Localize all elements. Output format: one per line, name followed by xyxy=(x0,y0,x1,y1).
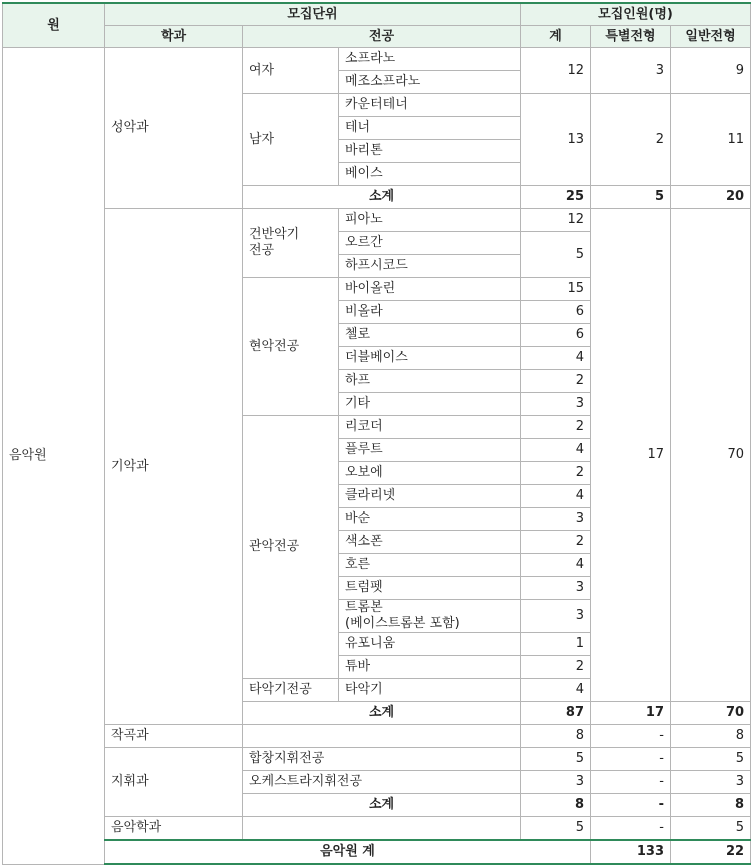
count-total: 2 xyxy=(521,370,591,393)
instrument-name: 색소폰 xyxy=(339,531,521,554)
won-cell: 음악원 xyxy=(3,48,105,865)
instrument-name: 기타 xyxy=(339,393,521,416)
empty-major xyxy=(243,817,521,841)
table-row xyxy=(3,48,751,71)
part-name: 베이스 xyxy=(339,163,521,186)
grand-total-row xyxy=(3,840,751,864)
count-total: 3 xyxy=(521,393,591,416)
header-unit: 모집단위 xyxy=(105,3,521,26)
header-won: 원 xyxy=(3,3,105,48)
header-dept: 학과 xyxy=(105,26,243,48)
count-general: 11 xyxy=(671,94,751,186)
count-total: 6 xyxy=(521,301,591,324)
part-name: 메조소프라노 xyxy=(339,71,521,94)
count-special: 3 xyxy=(591,48,671,94)
count-general: 8 xyxy=(671,794,751,817)
count-total: 2 xyxy=(521,656,591,679)
count-general: 9 xyxy=(671,48,751,94)
count-special: 22 xyxy=(671,840,751,864)
major-strings: 현악전공 xyxy=(243,278,339,416)
major-percussion: 타악기전공 xyxy=(243,679,339,702)
header-special: 특별전형 xyxy=(591,26,671,48)
instrument-name: 유포니움 xyxy=(339,633,521,656)
count-total: 5 xyxy=(521,232,591,278)
instrument-name: 플루트 xyxy=(339,439,521,462)
count-general: 70 xyxy=(671,209,751,702)
count-total: 8 xyxy=(521,725,591,748)
table-row xyxy=(3,725,751,748)
subtotal-label: 소계 xyxy=(243,702,521,725)
part-name: 테너 xyxy=(339,117,521,140)
count-special: - xyxy=(591,748,671,771)
count-total: 12 xyxy=(521,48,591,94)
part-name: 카운터테너 xyxy=(339,94,521,117)
table-row xyxy=(3,748,751,771)
dept-vocal: 성악과 xyxy=(105,48,243,209)
header-count: 모집인원(명) xyxy=(521,3,751,26)
grand-total-label: 음악원 계 xyxy=(105,840,591,864)
count-special: 17 xyxy=(591,702,671,725)
count-total: 4 xyxy=(521,439,591,462)
dept-conducting: 지휘과 xyxy=(105,748,243,817)
instrument-name: 더블베이스 xyxy=(339,347,521,370)
count-special: 2 xyxy=(591,94,671,186)
instrument-name: 오보에 xyxy=(339,462,521,485)
count-total: 6 xyxy=(521,324,591,347)
count-total: 2 xyxy=(521,531,591,554)
dept-musicology: 음악학과 xyxy=(105,817,243,841)
instrument-name: 피아노 xyxy=(339,209,521,232)
count-general: 8 xyxy=(671,725,751,748)
count-total: 3 xyxy=(521,600,591,633)
count-total: 5 xyxy=(521,817,591,841)
part-name: 소프라노 xyxy=(339,48,521,71)
major-name: 합창지휘전공 xyxy=(243,748,521,771)
count-general: 5 xyxy=(671,817,751,841)
count-special: 17 xyxy=(591,209,671,702)
major-winds: 관악전공 xyxy=(243,416,339,679)
count-total: 87 xyxy=(521,702,591,725)
count-total: 13 xyxy=(521,94,591,186)
instrument-name: 타악기 xyxy=(339,679,521,702)
major-keyboard: 건반악기 전공 xyxy=(243,209,339,278)
instrument-name: 클라리넷 xyxy=(339,485,521,508)
header-major: 전공 xyxy=(243,26,521,48)
instrument-name: 하프시코드 xyxy=(339,255,521,278)
part-name: 바리톤 xyxy=(339,140,521,163)
dept-composition: 작곡과 xyxy=(105,725,243,748)
admission-table xyxy=(2,2,751,865)
header-general: 일반전형 xyxy=(671,26,751,48)
count-total: 8 xyxy=(521,794,591,817)
subtotal-label: 소계 xyxy=(243,186,521,209)
count-total: 4 xyxy=(521,679,591,702)
instrument-name: 트럼펫 xyxy=(339,577,521,600)
count-total: 5 xyxy=(521,748,591,771)
instrument-name: 트롬본 (베이스트롬본 포함) xyxy=(339,600,521,633)
count-special: 5 xyxy=(591,186,671,209)
dept-instr: 기악과 xyxy=(105,209,243,725)
count-total: 4 xyxy=(521,554,591,577)
count-total: 25 xyxy=(521,186,591,209)
table-row xyxy=(3,817,751,841)
count-total: 4 xyxy=(521,347,591,370)
count-total: 133 xyxy=(591,840,671,864)
count-total: 2 xyxy=(521,462,591,485)
count-total: 3 xyxy=(521,771,591,794)
instrument-name: 호른 xyxy=(339,554,521,577)
count-total: 1 xyxy=(521,633,591,656)
count-total: 12 xyxy=(521,209,591,232)
count-special: - xyxy=(591,725,671,748)
count-special: - xyxy=(591,771,671,794)
instrument-name: 튜바 xyxy=(339,656,521,679)
count-total: 3 xyxy=(521,508,591,531)
count-total: 3 xyxy=(521,577,591,600)
instrument-name: 리코더 xyxy=(339,416,521,439)
header-total: 계 xyxy=(521,26,591,48)
instrument-name: 오르간 xyxy=(339,232,521,255)
instrument-name: 바순 xyxy=(339,508,521,531)
vocal-female: 여자 xyxy=(243,48,339,94)
instrument-name: 첼로 xyxy=(339,324,521,347)
count-general: 5 xyxy=(671,748,751,771)
empty-major xyxy=(243,725,521,748)
major-name: 오케스트라지휘전공 xyxy=(243,771,521,794)
count-total: 2 xyxy=(521,416,591,439)
subtotal-label: 소계 xyxy=(243,794,521,817)
count-general: 20 xyxy=(671,186,751,209)
instrument-name: 하프 xyxy=(339,370,521,393)
vocal-male: 남자 xyxy=(243,94,339,186)
count-general: 3 xyxy=(671,771,751,794)
count-special: - xyxy=(591,794,671,817)
count-total: 15 xyxy=(521,278,591,301)
table-row xyxy=(3,209,751,232)
instrument-name: 비올라 xyxy=(339,301,521,324)
count-total: 4 xyxy=(521,485,591,508)
instrument-name: 바이올린 xyxy=(339,278,521,301)
count-general: 70 xyxy=(671,702,751,725)
count-special: - xyxy=(591,817,671,841)
